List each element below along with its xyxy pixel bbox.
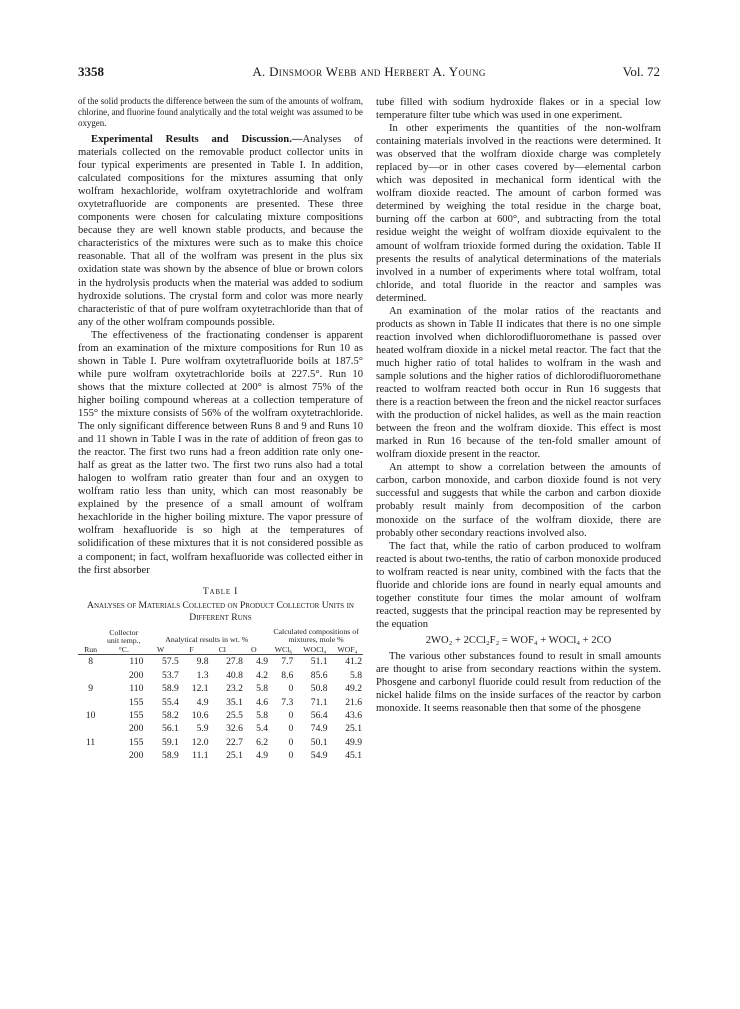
run-cell xyxy=(78,696,103,709)
temp-cell: 155 xyxy=(128,696,144,708)
f-cell: 12.1 xyxy=(191,683,209,695)
wof4-cell: 5.8 xyxy=(350,669,362,681)
w-cell: 58.9 xyxy=(162,683,179,695)
intro-small-paragraph: of the solid products the difference between the sum of the amounts of wolfram, chlorine, and fluorine found analytically and the total weight was assumed to be oxygen. xyxy=(78,96,363,128)
running-authors: A. Dinsmoor Webb and Herbert A. Young xyxy=(252,64,486,79)
run-cell xyxy=(78,669,103,682)
cl-cell: 22.7 xyxy=(226,736,243,748)
w-cell: 59.1 xyxy=(162,736,179,748)
w-cell: 55.4 xyxy=(162,696,179,708)
wcl6-cell: 0 xyxy=(288,683,294,695)
cl-cell: 25.5 xyxy=(226,710,243,722)
wocl4-cell: 51.1 xyxy=(310,656,328,668)
temp-cell: 200 xyxy=(128,750,144,762)
w-cell: 58.9 xyxy=(162,750,179,762)
wcl6-cell: 0 xyxy=(288,736,294,748)
results-paragraph-1-text: Analyses of materials collected on the removable product collector units in four typical experiments are presented in Table I. In addition, calculated compositions for the mixtures assuming that only wolfram hexachloride, wolfram oxytetrachloride and wolfram oxytetrafluoride are components are presented. These three components were chosen for calculating mixture compositions because they are well known stable products, and because the characteristics of the mixtures were such as to make this choice reasonable. That all of the wolfram was present in the plus six oxidation state was shown by the absence of blue or brown colors in the hydrolysis products when the material was added to sodium hydroxide solutions. The crystal form and color was more nearly characteristic of that of pure wolfram oxytetrachloride than that of any of the other wolfram compounds possible. xyxy=(78,134,363,328)
cl-cell: 23.2 xyxy=(226,683,243,695)
continued-paragraph: tube filled with sodium hydroxide flakes or in a special low temperature filter tube which was used in one experiment. xyxy=(376,97,661,122)
table-row xyxy=(78,696,363,709)
wof4-cell: 43.6 xyxy=(345,710,362,722)
col-header-wof4: WOF₄ xyxy=(337,644,358,654)
table-row xyxy=(78,709,363,722)
wocl4-cell: 85.6 xyxy=(310,669,328,681)
temp-cell: 200 xyxy=(128,723,144,735)
cl-cell: 25.1 xyxy=(226,750,243,762)
wof4-cell: 49.9 xyxy=(345,736,362,748)
results-paragraph-2: The effectiveness of the fractionating condenser is apparent from an examination of the mixture compositions for Run 10 as shown in Table I. Pure wolfram oxytetrafluoride boils at 187.5° while pure wolfram oxytetrachloride boils at 227.5°. Run 10 shows that the mixture collected at 200° is almost 75% of the higher boiling compound whereas at a collection temperature of 155° the mixture consists of 56% of the wolfram oxytetrachloride. The only significant difference between Runs 8 and 9 and Runs 10 and 11 shown in Table I was in the rate of addition of freon gas to the reactor. The first two runs had a freon addition rate only one-half as great as the latter two. The first two runs also had a total halogen to wolfram ratio greater than four and an oxygen to wolfram ratio less than unity, which can most reasonably be explained by the presence of a small amount of wolfram hexachloride in the higher boiling mixture. The vapor pressure of wolfram hexafluoride is so high at the temperatures of solidification of these mixtures that it is not considered possible as a component; in fact, wolfram hexafluoride was collected either in the first absorber xyxy=(78,329,363,576)
o-cell: 4.9 xyxy=(256,750,269,762)
table-label: Table I xyxy=(202,585,239,597)
left-column xyxy=(78,96,363,763)
wof4-cell: 49.2 xyxy=(345,683,362,695)
wof4-cell: 45.1 xyxy=(345,750,362,762)
f-cell: 12.0 xyxy=(191,736,209,748)
col-header-collector-temp: Collector unit temp., °C. xyxy=(103,628,144,655)
wcl6-cell: 8.6 xyxy=(281,669,294,681)
temp-cell: 155 xyxy=(128,736,144,748)
cl-cell: 40.8 xyxy=(226,669,243,681)
paragraph-non-wolfram: In other experiments the quantities of the non-wolfram containing materials involved in the reactions were determined. It was observed that the wolfram dioxide charge was completely replaced by—or in other cases covered by—elemental carbon which was deposited in mechanical form identical with the wolfram dioxide reacted. The amount of carbon formed was determined by weighing the total residue in the charge boat, burning off the carbon at 600°, and subtracting from the total residue weight the weight of wolfram dioxide equivalent to the amount of wolfram trioxide formed during the oxidation. Table II presents the results of analytical determinations of the materials involved in a number of experiments where total wolfram, total chloride, and total fluoride in the reactor and samples was determined. xyxy=(376,123,661,304)
col-header-f: F xyxy=(189,644,194,654)
calculated-group-label: Calculated compositions of mixtures, mole % xyxy=(273,626,359,645)
analysis-table xyxy=(78,628,363,763)
o-cell: 6.2 xyxy=(256,736,269,748)
f-cell: 1.3 xyxy=(196,669,209,681)
wcl6-cell: 0 xyxy=(288,750,294,762)
run-cell xyxy=(78,749,103,762)
paragraph-molar-ratios: An examination of the molar ratios of the reactants and products as shown in Table II indicates that there is no one simple reaction involved when dichlorodifluoromethane is passed over heated wolfram dioxide in a nickel metal reactor. The fact that the much higher ratio of total halides to wolfram in the wash and sample solutions and the higher ratios of dichlorodifluoromethane reacted to wolfram reacted both occur in Run 16 suggests that there is a reaction between the freon and the nickel reactor surfaces with the production of nickel halides, as well as the main reaction between the freon and the wolfram dioxide. This effect is most marked in Run 16 because of the ten-fold smaller amount of wolfram dioxide present in the reactor. xyxy=(376,305,662,461)
o-cell: 5.8 xyxy=(256,710,269,722)
paragraph-secondary-reactions: The various other substances found to result in small amounts are thought to arise from secondary reactions within the system. Phosgene and carbonyl fluoride could result from reduction of the nickel halide films on the inside surfaces of the reactor by carbon monoxide. It seems reasonable then that some of the phosgene xyxy=(376,650,661,715)
temp-cell: 110 xyxy=(129,656,144,668)
f-cell: 9.8 xyxy=(196,656,209,668)
cl-cell: 32.6 xyxy=(226,723,243,735)
section-heading: Experimental Results and Discussion.— xyxy=(91,134,303,145)
col-header-run: Run xyxy=(78,628,103,655)
col-header-wocl4: WOCl₄ xyxy=(303,644,327,654)
wof4-cell: 21.6 xyxy=(345,696,362,708)
temp-cell: 155 xyxy=(128,710,144,722)
wocl4-cell: 50.8 xyxy=(310,683,328,695)
wcl6-cell: 0 xyxy=(288,710,294,722)
results-paragraph-1 xyxy=(78,133,363,329)
f-cell: 11.1 xyxy=(192,750,209,762)
table-row xyxy=(78,669,363,682)
run-cell: 9 xyxy=(88,683,93,695)
run-cell: 8 xyxy=(88,656,93,668)
f-cell: 10.6 xyxy=(191,710,209,722)
col-header-wcl6: WCl₆ xyxy=(274,644,293,654)
temp-cell: 110 xyxy=(129,683,144,695)
run-cell: 10 xyxy=(85,710,96,722)
run-cell: 11 xyxy=(85,736,96,748)
col-header-calculated xyxy=(269,628,363,655)
col-header-o: O xyxy=(250,644,257,654)
wocl4-cell: 50.1 xyxy=(310,736,328,748)
w-cell: 57.5 xyxy=(162,656,179,668)
wcl6-cell: 7.3 xyxy=(281,696,294,708)
o-cell: 4.9 xyxy=(256,656,269,668)
paragraph-carbon-correlation: An attempt to show a correlation between the amounts of carbon, carbon monoxide, and carbon dioxide found is not very successful and suggests that while the carbon and carbon dioxide probably result mainly from decomposition of the carbon monoxide on the surface of the wolfram dioxide, there are probably other secondary reactions involved also. xyxy=(376,462,661,539)
cl-cell: 35.1 xyxy=(226,696,243,708)
wocl4-cell: 74.9 xyxy=(310,723,328,735)
wocl4-cell: 54.9 xyxy=(310,750,328,762)
table-caption: Analyses of Materials Collected on Product Collector Units in Different Runs xyxy=(87,599,354,623)
wcl6-cell: 7.7 xyxy=(281,656,294,668)
wof4-cell: 25.1 xyxy=(345,723,362,735)
o-cell: 4.2 xyxy=(256,669,269,681)
table-row xyxy=(78,722,363,735)
o-cell: 4.6 xyxy=(256,696,269,708)
wof4-cell: 41.2 xyxy=(345,656,362,668)
paragraph-principal-reaction: The fact that, while the ratio of carbon produced to wolfram reacted is about two-tenths, the ratio of carbon monoxide produced to wolfram reacted is near unity, combined with the facts that the fluoride and chloride ions are found in nearly equal amounts and together constitute four times the molar amount of wolfram reacted, suggests that the principal reaction may be represented by the equation xyxy=(376,540,661,630)
table-row xyxy=(78,682,363,695)
w-cell: 58.2 xyxy=(162,710,179,722)
col-header-analytical xyxy=(144,628,269,655)
run-cell xyxy=(78,722,103,735)
o-cell: 5.4 xyxy=(256,723,269,735)
table-row xyxy=(78,736,363,749)
reaction-equation: 2WO₂ + 2CCl₂F₂ = WOF₄ + WOCl₄ + 2CO xyxy=(425,634,612,646)
wcl6-cell: 0 xyxy=(288,723,294,735)
volume-label: Vol. 72 xyxy=(622,64,660,79)
col-header-cl: Cl xyxy=(218,644,226,654)
f-cell: 4.9 xyxy=(196,696,209,708)
col-header-w: W xyxy=(156,644,165,654)
o-cell: 5.8 xyxy=(256,683,269,695)
running-header xyxy=(78,64,660,82)
page-number: 3358 xyxy=(78,64,104,79)
f-cell: 5.9 xyxy=(196,723,209,735)
wocl4-cell: 71.1 xyxy=(310,696,328,708)
cl-cell: 27.8 xyxy=(226,656,243,668)
temp-cell: 200 xyxy=(128,669,144,681)
table-row xyxy=(78,655,363,669)
w-cell: 56.1 xyxy=(162,723,179,735)
analytical-group-label: Analytical results in wt. % xyxy=(165,635,249,645)
wocl4-cell: 56.4 xyxy=(310,710,328,722)
w-cell: 53.7 xyxy=(162,669,179,681)
table-row xyxy=(78,749,363,762)
right-column xyxy=(376,96,661,715)
